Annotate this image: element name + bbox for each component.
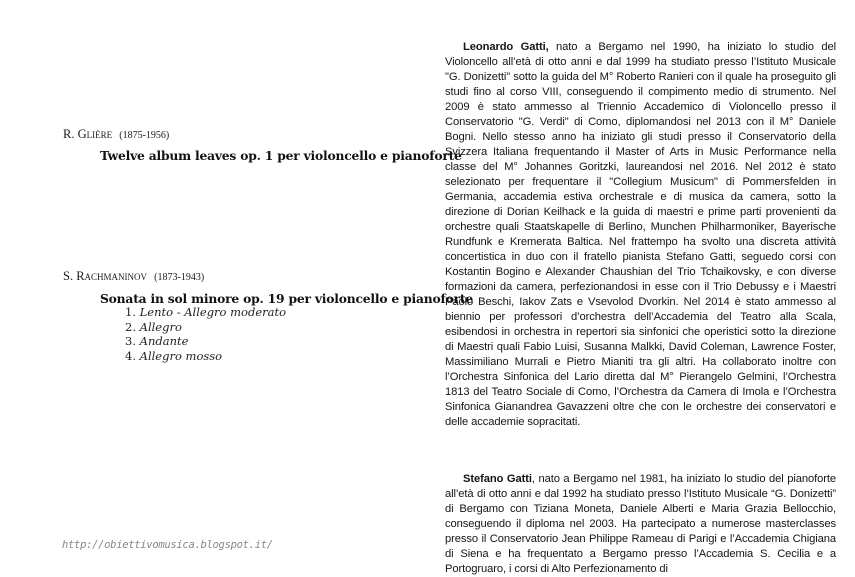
composer-initial: S.: [63, 269, 74, 283]
composer-gliere: [63, 127, 169, 142]
work-title-rachmaninov: Sonata in sol minore op. 19 per violoncello e pianoforte: [100, 291, 473, 306]
movement-item: 1. Lento - Allegro moderato: [125, 305, 287, 319]
bio-text: , nato a Bergamo nel 1981, ha iniziato lo studio del pianoforte all’età di otto anni e dal 1992 ha studiato presso l’Istituto Musicale “G. Donizetti” di Bergamo con Tiziana Moneta, Daniele Alberti e Maria Grazia Bellocchio, conseguendo il diploma nel 2003. Ha partecipato a numerose masterclasses presso il Conservatorio Jean Philippe Rameau di Parigi e l’Accademia Chigiana di Siena e ha frequentato a Bergamo presso l’Accademia S. Cecilia e a Portogruaro, i corsi di Alto Perfezionamento di: [445, 473, 836, 575]
movement-item: 4. Allegro mosso: [125, 348, 223, 363]
bio-text: nato a Bergamo nel 1990, ha iniziato lo studio del Violoncello all’età di otto anni e dal 1999 ha studiato presso l’Istituto Musicale "G. Donizetti" sotto la guida del M° Roberto Ranieri con il quale ha proseguito gli studi fino al corso VIII, conseguendo il compimento medio di strumento. Nel 2009 è stato ammesso al Triennio Accademico di Violoncello presso il Conservatorio "G. Verdi" di Como, diplomandosi nel 2013 con il M° Daniele Bogni. Nello stesso anno ha iniziato gli studi presso il Conservatorio della Svizzera Italiana frequentando il Master of Arts in Music Performance nella classe del M° Johannes Goritzki, laureandosi nel 2016. Nel 2012 è stato selezionato per frequentare il "Collegium Musicum" di Pommersfelden in Germania, accademia estiva orchestrale e di musica da camera, sotto la direzione di Dorian Keilhack e la guida di maestri e prime parti provenienti da orchestre quali Staatskapelle di Berlino, Munchen Philharmoniker, Bayerische Rundfunk e Kremerata Baltica. Nel frattempo ha svolto una discreta attività concertistica in duo con il fratello pianista Stefano Gatti, seguedo corsi con Kostantin Bogino e Alexander Chaushian del Trio Tchaikovsky, e con diverse formazioni da camera, perfezionandosi in esse con il Trio Debussy e i Maestri Paolo Beschi, Iakov Zats e Vsevolod Dvorkin. Nel 2014 è stato ammesso al biennio per professori d’orchestra dell’Accademia del Teatro alla Scala, esibendosi in orchestra in repertori sia sinfonici che operistici sotto la direzione di Maestri quali Fabio Luisi, Susanna Malkki, David Coleman, Lawrence Foster, Massimiliano Murrali e Pietro Mianiti tra gli altri. Ha collaborato inoltre con l’Orchestra Sinfonica del Lario diretta dal M° Pierangelo Gelmini, l’Orchestra 1813 del Teatro Sociale di Como, l’Orchestra da Camera di Imola e l’Orchestra Sinfonica Gianandrea Gavazzeni oltre che con le orchestre dei conservatori e delle accademie sopracitati.: [445, 41, 836, 428]
composer-surname: Rachmaninov: [76, 269, 148, 283]
composer-rachmaninov: [63, 269, 204, 284]
composer-dates: (1873-1943): [154, 272, 205, 283]
composer-surname: Glière: [77, 127, 113, 141]
composer-initial: R.: [63, 127, 75, 141]
bio-column: [445, 40, 836, 577]
bio-leonardo-gatti: [445, 40, 836, 430]
movement-item: 2. Allegro: [125, 319, 182, 334]
composer-dates: (1875-1956): [119, 130, 170, 141]
footer-url[interactable]: http://obiettivomusica.blogspot.it/: [62, 539, 273, 551]
movement-item: 3. Andante: [125, 334, 189, 349]
bio-stefano-gatti: [445, 472, 836, 577]
work-title-gliere: Twelve album leaves op. 1 per violoncello e pianoforte: [100, 148, 462, 163]
bio-name: Leonardo Gatti,: [463, 41, 549, 53]
bio-name: Stefano Gatti: [463, 473, 532, 485]
movement-list: [125, 305, 286, 363]
